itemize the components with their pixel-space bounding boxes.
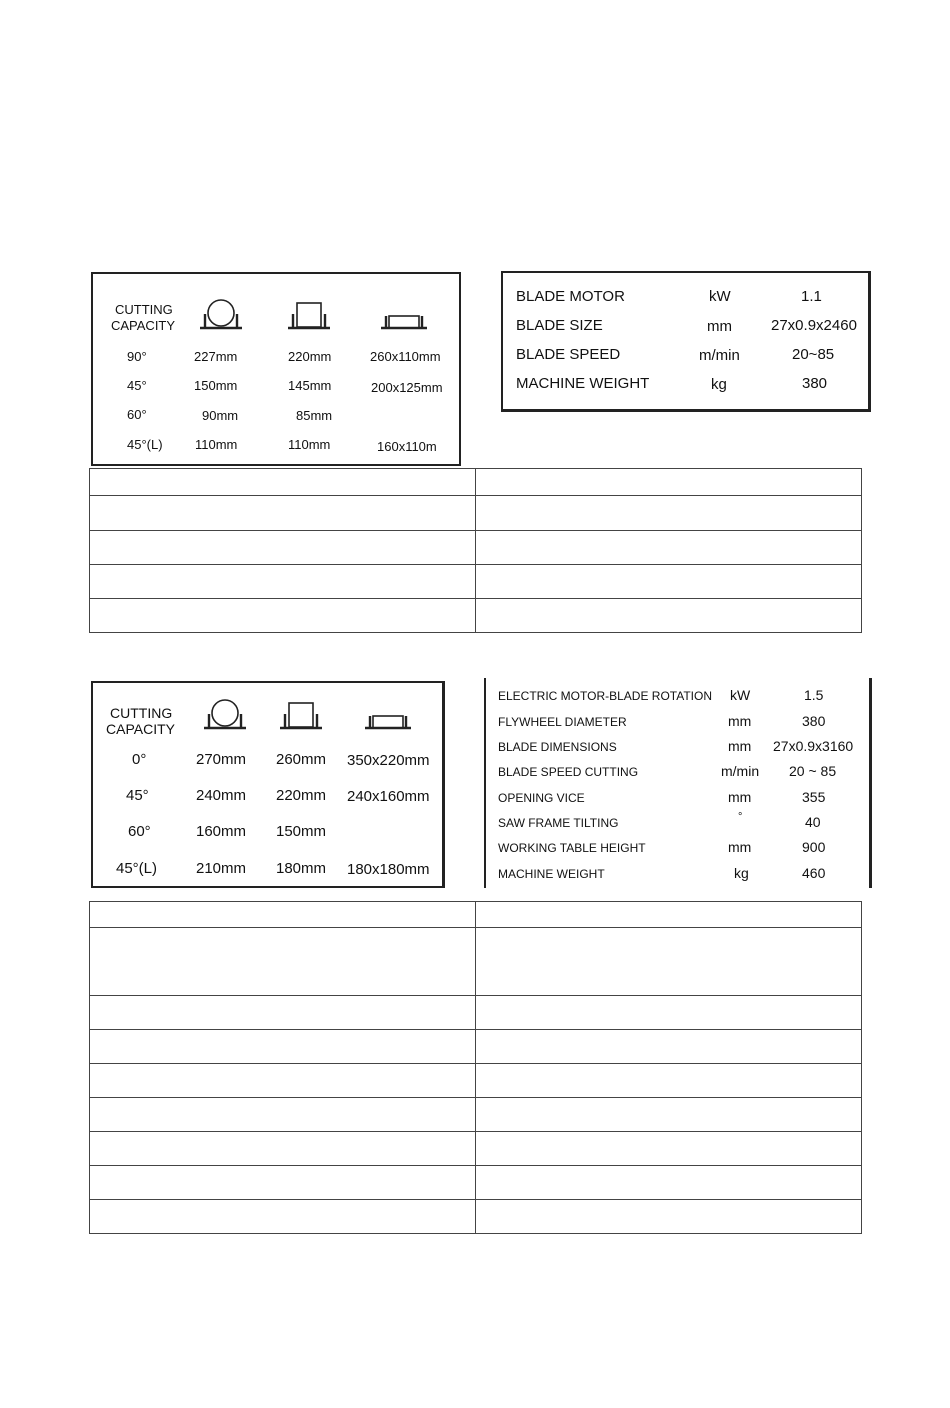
table-cell xyxy=(476,1064,862,1098)
spec-name: BLADE SPEED xyxy=(516,346,621,363)
spec-value: 20 ~ 85 xyxy=(789,763,837,779)
spec-unit: mm xyxy=(707,318,732,335)
table-cell xyxy=(476,496,862,531)
round-capacity-value: 110mm xyxy=(195,437,238,452)
round-capacity-value: 90mm xyxy=(202,408,239,423)
round-capacity-value: 227mm xyxy=(194,349,238,364)
angle-label: 60° xyxy=(128,823,151,840)
table-cell xyxy=(90,996,476,1030)
spec-unit: kg xyxy=(711,376,727,393)
table-cell xyxy=(90,469,476,496)
spec-unit: mm xyxy=(728,713,752,729)
table-cell xyxy=(476,565,862,599)
angle-label: 45° xyxy=(126,787,149,804)
spec-value: 355 xyxy=(802,789,826,805)
rect-capacity-value: 260x110mm xyxy=(370,349,441,364)
table-row xyxy=(90,1166,862,1200)
angle-label: 45° xyxy=(127,378,147,393)
table-cell xyxy=(476,1098,862,1132)
table-row xyxy=(90,1064,862,1098)
table-cell xyxy=(476,469,862,496)
table-cell xyxy=(476,599,862,633)
table-row xyxy=(90,1132,862,1166)
spec-unit: m/min xyxy=(721,763,760,779)
square-stock-icon xyxy=(276,698,326,732)
angle-label: 45°(L) xyxy=(127,437,163,452)
rectangular-stock-icon xyxy=(361,698,415,732)
table-row xyxy=(90,928,862,996)
spec-name: FLYWHEEL DIAMETER xyxy=(498,715,627,729)
round-stock-icon xyxy=(196,298,246,332)
table-cell xyxy=(90,565,476,599)
spec-name: ELECTRIC MOTOR-BLADE ROTATION xyxy=(498,689,713,703)
rect-capacity-value: 160x110m xyxy=(377,439,437,454)
spec-name: BLADE DIMENSIONS xyxy=(498,740,617,754)
round-capacity-value: 150mm xyxy=(194,378,238,393)
table-cell xyxy=(476,1132,862,1166)
table-cell xyxy=(90,1166,476,1200)
spec-value: 460 xyxy=(802,865,826,881)
table-cell xyxy=(476,531,862,565)
table-cell xyxy=(90,902,476,928)
rect-capacity-value: 180x180mm xyxy=(347,861,430,878)
rect-capacity-value: 240x160mm xyxy=(347,788,430,805)
table-row xyxy=(90,565,862,599)
cutting-capacity-label: CUTTING xyxy=(115,302,173,317)
table-row xyxy=(90,469,862,496)
spec-name: WORKING TABLE HEIGHT xyxy=(498,841,646,855)
spec-unit: kW xyxy=(730,687,751,703)
table-cell xyxy=(90,1064,476,1098)
table-row xyxy=(90,496,862,531)
table-row xyxy=(90,1098,862,1132)
cutting-capacity-panel-2 xyxy=(91,681,445,888)
table-row xyxy=(90,599,862,633)
table-cell xyxy=(476,996,862,1030)
table-cell xyxy=(90,1200,476,1234)
round-capacity-value: 270mm xyxy=(196,751,247,768)
table-cell xyxy=(476,902,862,928)
angle-label: 60° xyxy=(127,407,147,422)
spec-unit: mm xyxy=(728,789,752,805)
angle-label: 45°(L) xyxy=(116,860,158,877)
spec-value: 900 xyxy=(802,839,826,855)
spec-name: BLADE SIZE xyxy=(516,317,603,334)
table-row xyxy=(90,996,862,1030)
table-cell xyxy=(90,1098,476,1132)
spec-name: MACHINE WEIGHT xyxy=(516,375,650,392)
spec-name: BLADE SPEED CUTTING xyxy=(498,765,639,779)
table-cell xyxy=(476,1200,862,1234)
angle-label: 90° xyxy=(127,349,147,364)
spec-value: 27x0.9x3160 xyxy=(773,738,854,754)
square-capacity-value: 150mm xyxy=(276,823,327,840)
spec-value: 20~85 xyxy=(792,346,835,363)
spec-value: 27x0.9x2460 xyxy=(771,317,857,334)
table-row xyxy=(90,1030,862,1064)
cutting-capacity-label: CAPACITY xyxy=(106,721,175,737)
spec-unit: m/min xyxy=(699,347,740,364)
cutting-capacity-label: CAPACITY xyxy=(111,318,176,333)
spec-unit: kg xyxy=(734,865,749,881)
table-cell xyxy=(90,531,476,565)
empty-table-2 xyxy=(89,901,862,1234)
table-row xyxy=(90,531,862,565)
spec-name: OPENING VICE xyxy=(498,791,585,805)
square-capacity-value: 220mm xyxy=(276,787,327,804)
square-capacity-value: 220mm xyxy=(288,349,332,364)
specifications-panel-1 xyxy=(501,271,871,412)
spec-value: 380 xyxy=(802,375,828,392)
square-capacity-value: 180mm xyxy=(276,860,327,877)
spec-unit: kW xyxy=(709,288,731,305)
rect-capacity-value: 350x220mm xyxy=(347,752,430,769)
empty-table-1 xyxy=(89,468,862,633)
table-row xyxy=(90,902,862,928)
round-capacity-value: 240mm xyxy=(196,787,247,804)
table-cell xyxy=(476,928,862,996)
round-capacity-value: 160mm xyxy=(196,823,247,840)
spec-unit: mm xyxy=(728,839,752,855)
table-row xyxy=(90,1200,862,1234)
cutting-capacity-panel-1 xyxy=(91,272,461,466)
square-capacity-value: 260mm xyxy=(276,751,327,768)
spec-value: 40 xyxy=(805,814,821,830)
square-capacity-value: 145mm xyxy=(288,378,332,393)
table-cell xyxy=(90,928,476,996)
spec-name: SAW FRAME TILTING xyxy=(498,816,619,830)
spec-value: 1.1 xyxy=(801,288,822,305)
rect-capacity-value: 200x125mm xyxy=(371,380,443,395)
specifications-panel-2 xyxy=(484,678,872,888)
round-stock-icon xyxy=(200,698,250,732)
spec-name: BLADE MOTOR xyxy=(516,288,625,305)
spec-unit: mm xyxy=(728,738,752,754)
spec-value: 1.5 xyxy=(804,687,824,703)
round-capacity-value: 210mm xyxy=(196,860,247,877)
square-stock-icon xyxy=(284,298,334,332)
table-cell xyxy=(90,599,476,633)
spec-value: 380 xyxy=(802,713,826,729)
rectangular-stock-icon xyxy=(377,298,431,332)
table-cell xyxy=(90,1030,476,1064)
square-capacity-value: 110mm xyxy=(288,437,331,452)
spec-name: MACHINE WEIGHT xyxy=(498,867,605,881)
table-cell xyxy=(476,1166,862,1200)
spec-unit: ° xyxy=(738,811,743,823)
square-capacity-value: 85mm xyxy=(296,408,333,423)
table-cell xyxy=(476,1030,862,1064)
table-cell xyxy=(90,1132,476,1166)
angle-label: 0° xyxy=(132,751,147,768)
table-cell xyxy=(90,496,476,531)
cutting-capacity-label: CUTTING xyxy=(110,705,173,721)
